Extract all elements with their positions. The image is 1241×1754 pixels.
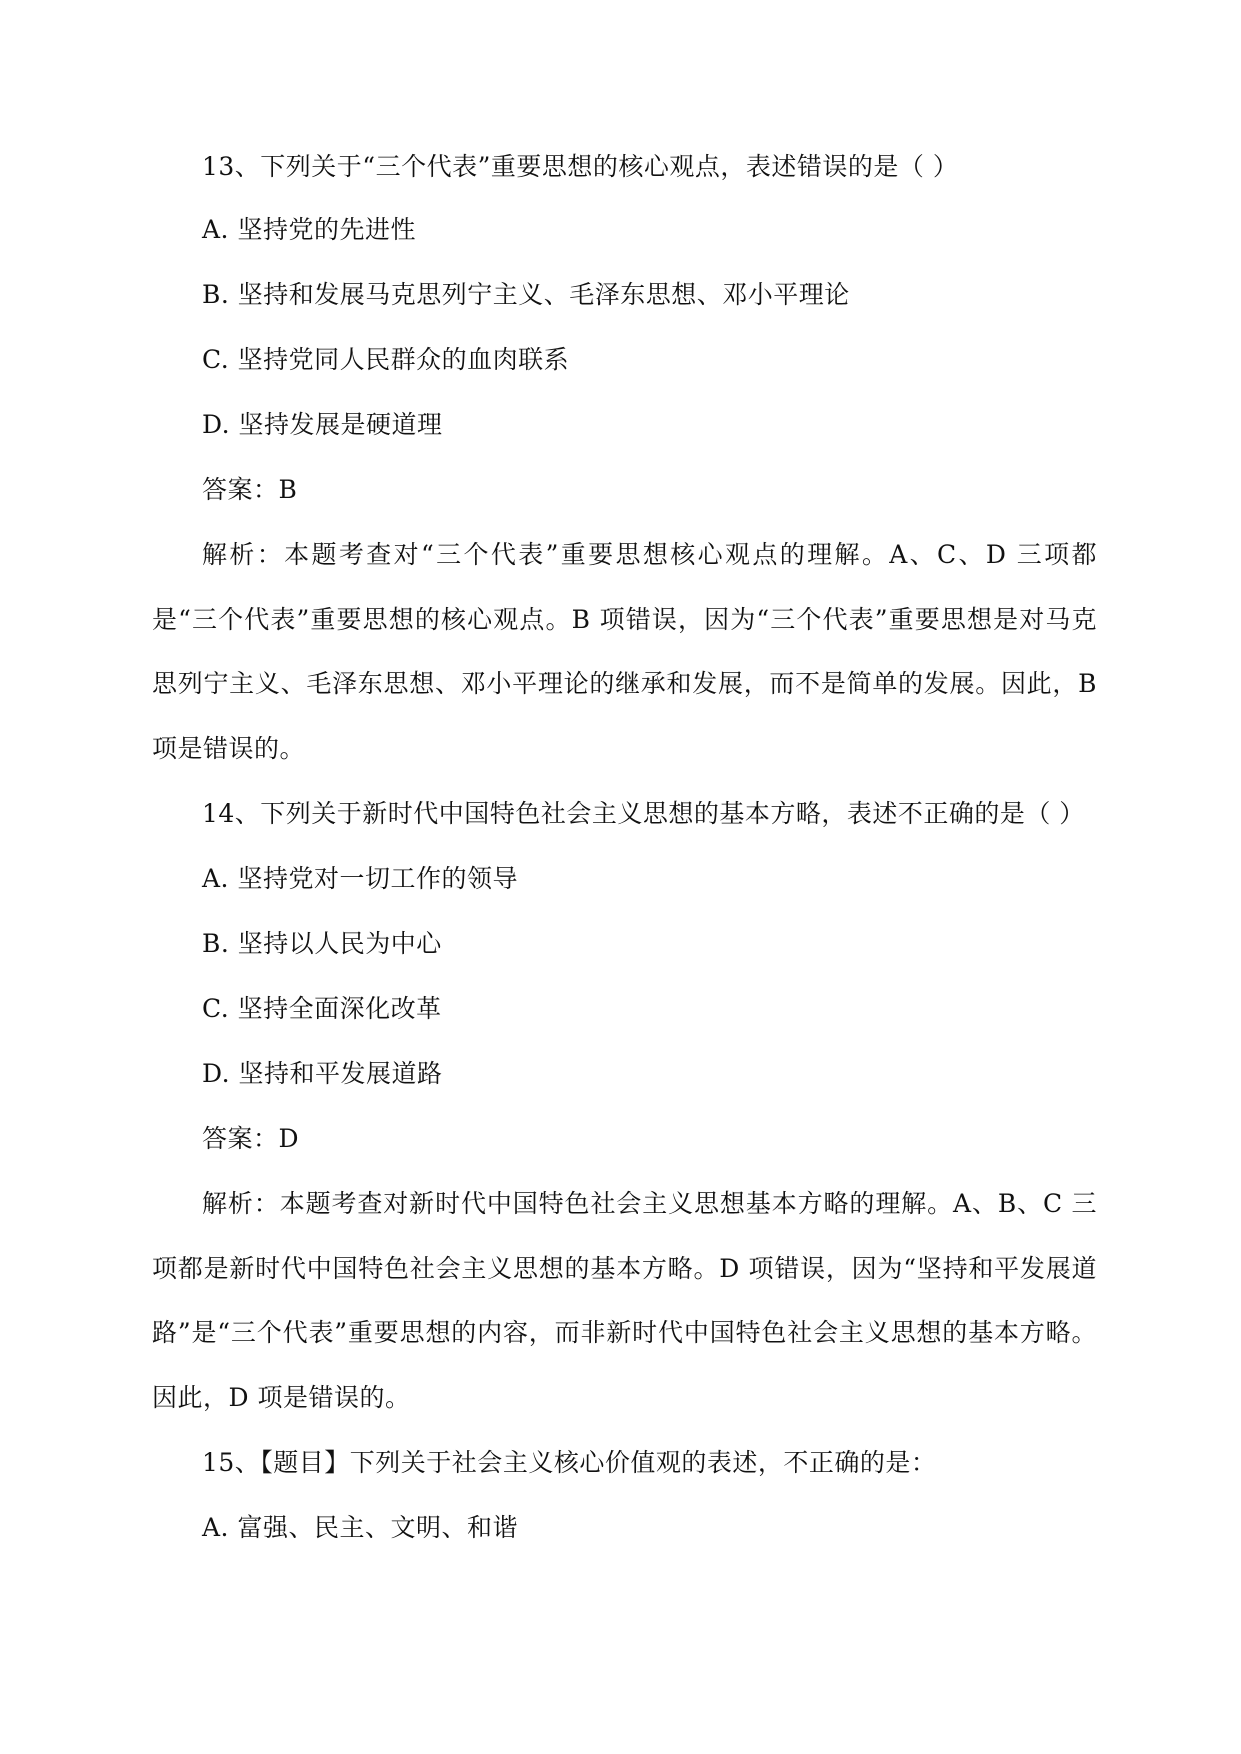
question-14-option-b: B. 坚持以人民为中心: [202, 929, 442, 958]
question-14-analysis: 解析：本题考查对新时代中国特色社会主义思想基本方略的理解。A、B、C 三项都是新时代中国特色社会主义思想的基本方略。D 项错误，因为“坚持和平发展道路”是“三个代表”重要思想的内容，而非新时代中国特色社会主义思想的基本方略。因此，D 项是错误的。: [152, 1189, 1097, 1412]
question-13-option-c: C. 坚持党同人民群众的血肉联系: [202, 345, 570, 374]
question-13-stem: 13、下列关于“三个代表”重要思想的核心观点，表述错误的是（ ）: [202, 152, 959, 181]
question-15-option-a: A. 富强、民主、文明、和谐: [202, 1513, 518, 1542]
question-13-option-b: B. 坚持和发展马克思列宁主义、毛泽东思想、邓小平理论: [202, 280, 850, 309]
question-14-option-d: D. 坚持和平发展道路: [202, 1059, 443, 1088]
question-14-answer: 答案：D: [202, 1124, 300, 1153]
question-14-stem: 14、下列关于新时代中国特色社会主义思想的基本方略，表述不正确的是（ ）: [202, 799, 1085, 828]
question-13-option-d: D. 坚持发展是硬道理: [202, 410, 443, 439]
question-13-answer: 答案：B: [202, 475, 298, 504]
question-14-option-c: C. 坚持全面深化改革: [202, 994, 442, 1023]
question-13-analysis: 解析：本题考查对“三个代表”重要思想核心观点的理解。A、C、D 三项都是“三个代表”重要思想的核心观点。B 项错误，因为“三个代表”重要思想是对马克思列宁主义、毛泽东思想、邓小平理论的继承和发展，而不是简单的发展。因此，B 项是错误的。: [152, 540, 1097, 763]
question-13-option-a: A. 坚持党的先进性: [202, 215, 416, 244]
question-14-option-a: A. 坚持党对一切工作的领导: [202, 864, 518, 893]
question-15-stem: 15、【题目】下列关于社会主义核心价值观的表述，不正确的是：: [202, 1448, 937, 1477]
